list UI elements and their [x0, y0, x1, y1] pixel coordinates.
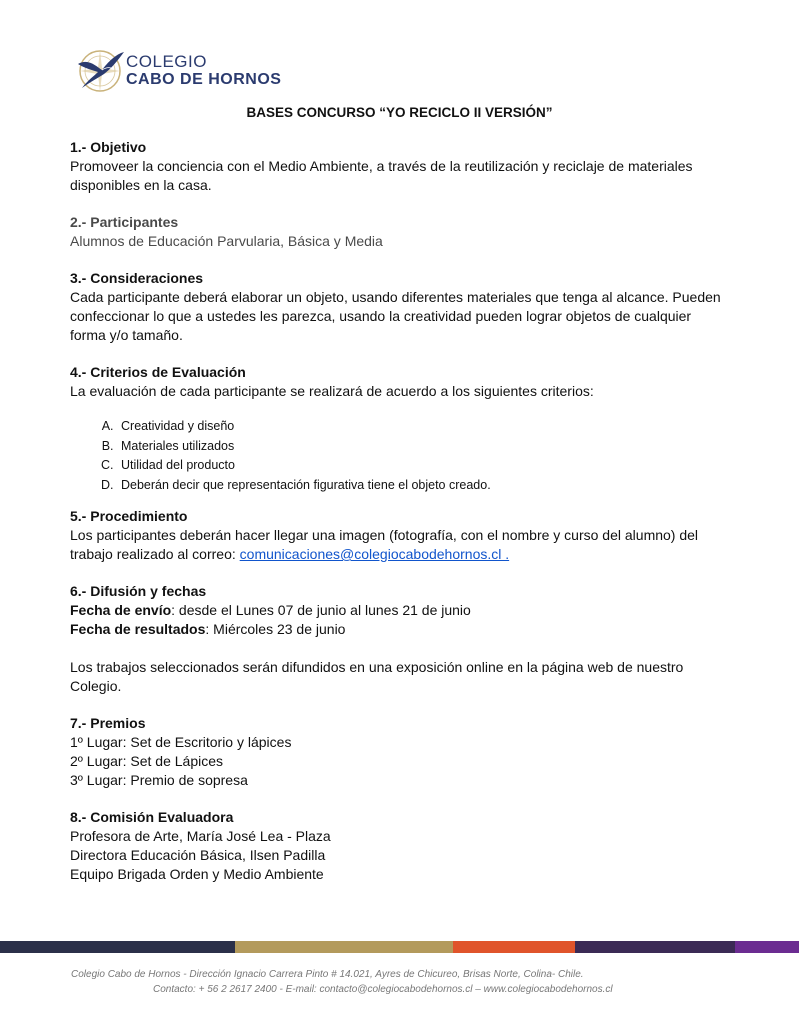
committee-member: Equipo Brigada Orden y Medio Ambiente: [70, 866, 324, 882]
procedure-text: Los participantes deberán hacer llegar una imagen (fotografía, con el nombre y curso del alumno) del trabajo realizado al correo:: [70, 527, 699, 562]
list-item: C. Utilidad del producto: [117, 456, 730, 476]
document-body: [70, 138, 730, 902]
logo-text-cabo-de-hornos: CABO DE HORNOS: [126, 71, 282, 88]
list-item: B. Materiales utilizados: [117, 437, 730, 457]
committee-member: Profesora de Arte, María José Lea - Plaza: [70, 828, 331, 844]
section-heading: 2.- Participantes: [70, 214, 179, 230]
section-heading: 5.- Procedimiento: [70, 508, 188, 524]
fecha-envio: [70, 601, 730, 620]
prize-line: 2º Lugar: Set de Lápices: [70, 753, 223, 769]
fecha-envio-value: : desde el Lunes 07 de junio al lunes 21 de junio: [171, 602, 471, 618]
section-heading: 3.- Consideraciones: [70, 270, 204, 286]
difusion-note: Los trabajos seleccionados serán difundidos en una exposición online en la página web de nuestro Colegio.: [70, 659, 684, 694]
section-text: Cada participante deberá elaborar un objeto, usando diferentes materiales que tenga al alcance. Pueden confeccionar lo que a ustedes les parezca, usando la creatividad pueden lograr objetos de cualquier forma y/o tamaño.: [70, 289, 721, 343]
list-item: D. Deberán decir que representación figurativa tiene el objeto creado.: [117, 476, 730, 496]
list-item: A. Creatividad y diseño: [117, 417, 730, 437]
footer-contact: Contacto: + 56 2 2617 2400 - E-mail: contacto@colegiocabodehornos.cl – www.colegiocabodehornos.cl: [153, 984, 613, 995]
section-objetivo: [70, 138, 730, 195]
section-procedimiento: [70, 507, 730, 564]
criteria-list: [70, 417, 730, 495]
footer-address: Colegio Cabo de Hornos - Dirección Ignacio Carrera Pinto # 14.021, Ayres de Chicureo, Brisas Norte, Colina- Chile.: [71, 969, 584, 980]
section-heading: 1.- Objetivo: [70, 139, 147, 155]
albatross-emblem-icon: [74, 44, 126, 98]
section-text: La evaluación de cada participante se realizará de acuerdo a los siguientes criterios:: [70, 383, 594, 399]
footer-bar-gold: [235, 941, 453, 953]
section-heading: 7.- Premios: [70, 715, 146, 731]
footer-bar-purple: [575, 941, 735, 953]
committee-member: Directora Educación Básica, Ilsen Padilla: [70, 847, 326, 863]
section-heading: 8.- Comisión Evaluadora: [70, 809, 234, 825]
section-text: Alumnos de Educación Parvularia, Básica y Media: [70, 233, 383, 249]
section-criterios: [70, 363, 730, 495]
document-title: BASES CONCURSO “YO RECICLO II VERSIÓN”: [246, 105, 553, 120]
footer-bar-orange: [453, 941, 575, 953]
section-text: Promoveer la conciencia con el Medio Ambiente, a través de la reutilización y reciclaje de materiales disponibles en la casa.: [70, 158, 693, 193]
school-logo: [74, 44, 294, 100]
footer-color-bar: [0, 941, 799, 953]
section-participantes: [70, 213, 730, 251]
footer-bar-navy: [0, 941, 235, 953]
fecha-resultados: [70, 620, 730, 639]
email-link[interactable]: comunicaciones@colegiocabodehornos.cl .: [239, 546, 510, 562]
section-difusion: [70, 582, 730, 696]
section-premios: [70, 714, 730, 790]
prize-line: 1º Lugar: Set de Escritorio y lápices: [70, 734, 292, 750]
section-consideraciones: [70, 269, 730, 345]
section-text: [70, 526, 730, 564]
logo-text-colegio: COLEGIO: [126, 52, 207, 71]
fecha-resultados-label: Fecha de resultados: [70, 621, 206, 637]
section-heading: 4.- Criterios de Evaluación: [70, 364, 246, 380]
section-comision: [70, 808, 730, 884]
fecha-envio-label: Fecha de envío: [70, 602, 172, 618]
section-heading: 6.- Difusión y fechas: [70, 583, 207, 599]
footer-bar-violet: [735, 941, 799, 953]
fecha-resultados-value: : Miércoles 23 de junio: [205, 621, 346, 637]
prize-line: 3º Lugar: Premio de sopresa: [70, 772, 248, 788]
